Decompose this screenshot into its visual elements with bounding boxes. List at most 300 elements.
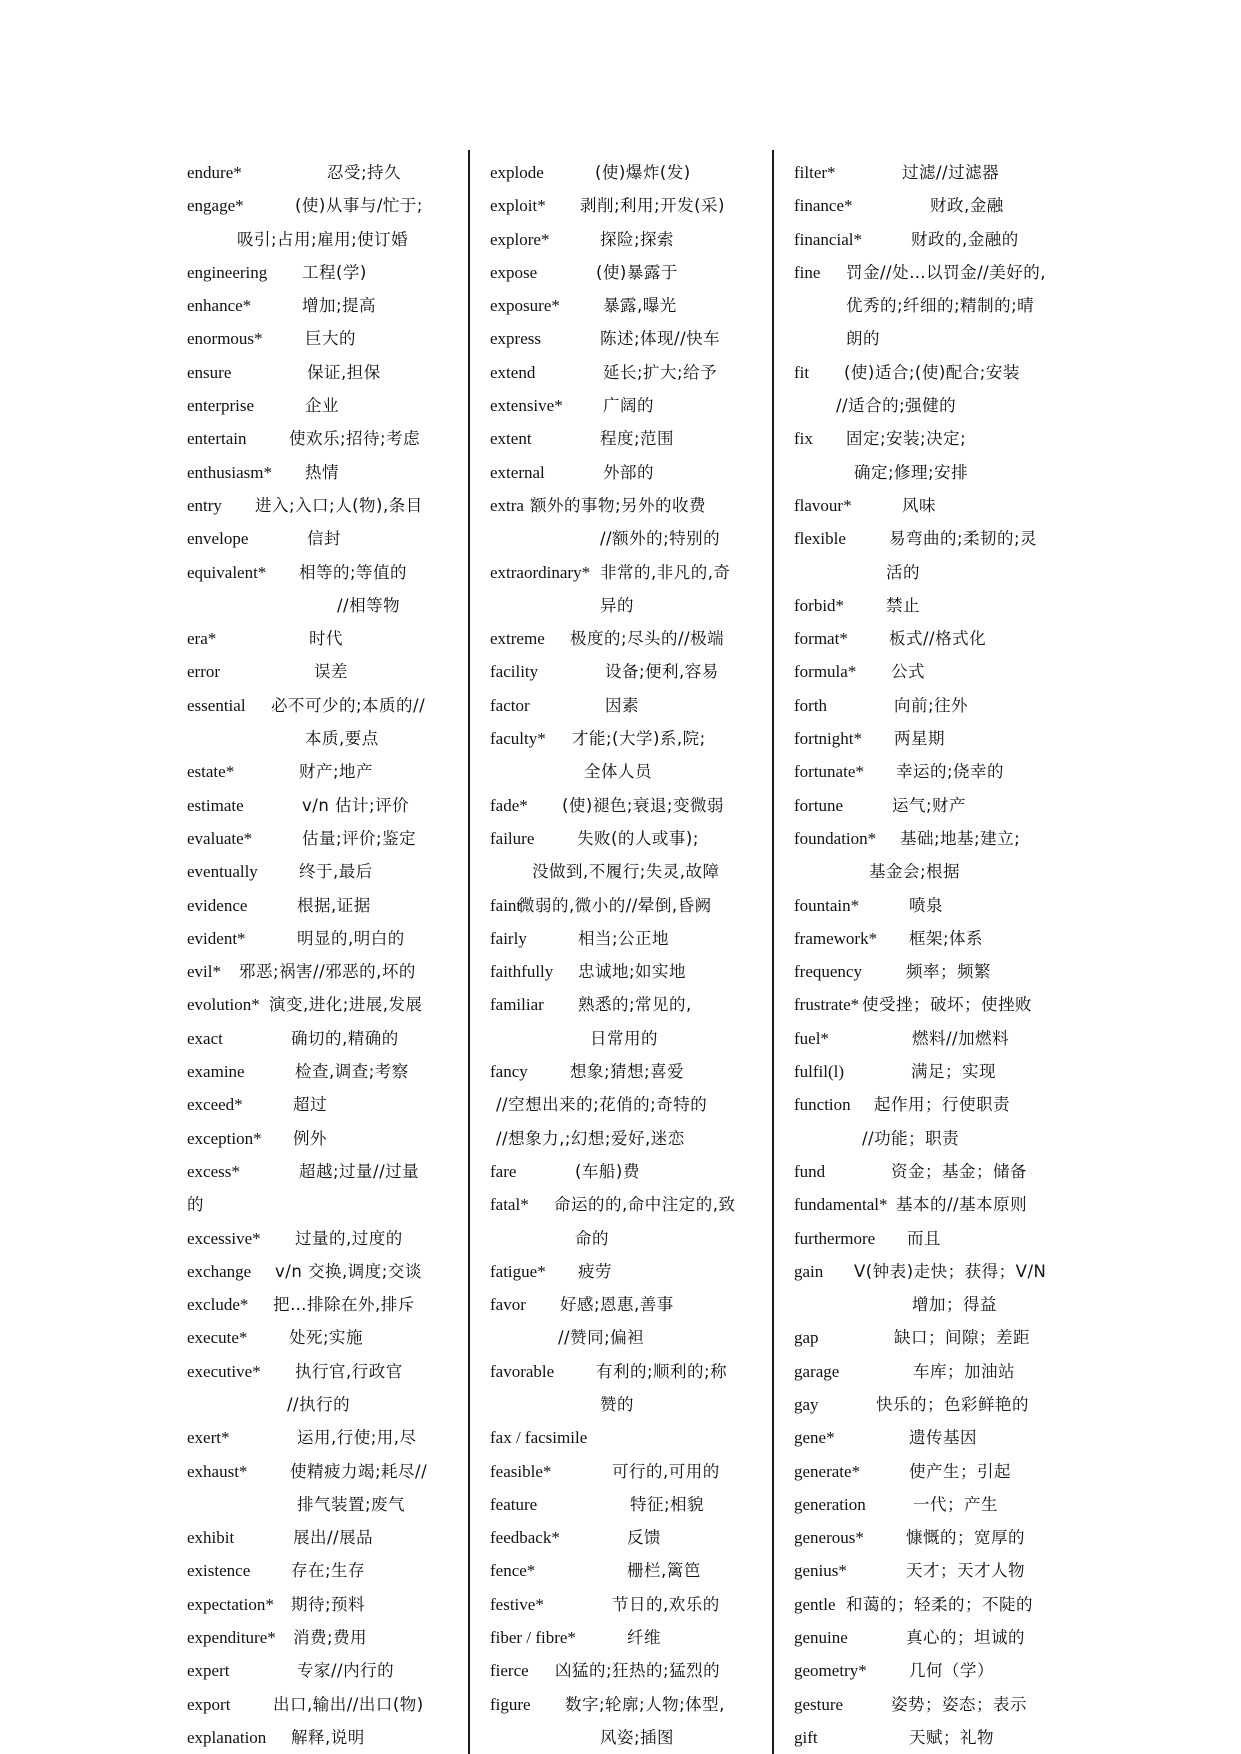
entry-line bbox=[490, 456, 770, 489]
definition: 相当;公正地 bbox=[578, 928, 670, 948]
definition: 广阔的 bbox=[603, 396, 654, 416]
vocab-entry bbox=[794, 1255, 1094, 1322]
definition: 把…排除在外,排斥 bbox=[273, 1295, 415, 1315]
vocab-entry bbox=[490, 1554, 770, 1587]
vocab-entry bbox=[794, 522, 1094, 589]
definition: 几何（学） bbox=[909, 1661, 994, 1681]
entry-line bbox=[490, 789, 770, 822]
vocab-entry bbox=[490, 256, 770, 289]
entry-line bbox=[490, 1155, 770, 1188]
definition: 展出//展品 bbox=[293, 1528, 374, 1548]
entry-continuation-line bbox=[490, 755, 770, 788]
headword: generation bbox=[794, 1494, 866, 1514]
entry-line bbox=[794, 822, 1094, 855]
vocab-entry bbox=[187, 889, 457, 922]
headword: exert* bbox=[187, 1428, 230, 1448]
headword: gift bbox=[794, 1727, 818, 1747]
entry-continuation-line bbox=[490, 1088, 770, 1121]
vocab-entry bbox=[794, 1521, 1094, 1554]
headword: exhaust* bbox=[187, 1461, 248, 1481]
definition: 根据,证据 bbox=[297, 895, 371, 915]
vocab-entry bbox=[490, 223, 770, 256]
entry-line bbox=[187, 789, 457, 822]
vocab-entry bbox=[187, 1321, 457, 1354]
definition: 因素 bbox=[605, 695, 639, 715]
vocab-entry bbox=[187, 1288, 457, 1321]
headword: explanation bbox=[187, 1727, 267, 1747]
entry-continuation-line bbox=[794, 322, 1094, 355]
entry-line bbox=[187, 1288, 457, 1321]
entry-line bbox=[490, 722, 770, 755]
entry-line bbox=[187, 289, 457, 322]
definition: 延长;扩大;给予 bbox=[603, 362, 718, 382]
headword: expert bbox=[187, 1661, 230, 1681]
definition: 超过 bbox=[293, 1095, 327, 1115]
entry-line bbox=[794, 422, 1094, 455]
entry-continuation-line bbox=[794, 1122, 1094, 1155]
headword: equivalent* bbox=[187, 562, 267, 582]
entry-line bbox=[490, 556, 770, 589]
entry-line bbox=[490, 422, 770, 455]
entry-line bbox=[187, 1621, 457, 1654]
headword: feature bbox=[490, 1494, 538, 1514]
entry-line bbox=[490, 322, 770, 355]
headword: exceed* bbox=[187, 1095, 243, 1115]
entry-line bbox=[794, 1255, 1094, 1288]
vocab-entry bbox=[187, 755, 457, 788]
entry-continuation-line bbox=[490, 1721, 770, 1754]
headword: gene* bbox=[794, 1428, 835, 1448]
vocab-entry bbox=[490, 556, 770, 623]
vocab-entry bbox=[187, 622, 457, 655]
entry-continuation-line bbox=[490, 1222, 770, 1255]
entry-line bbox=[490, 955, 770, 988]
definition: 命的 bbox=[575, 1228, 609, 1248]
entry-line bbox=[794, 1621, 1094, 1654]
vocab-entry bbox=[490, 722, 770, 789]
definition: 数字;轮廓;人物;体型, bbox=[565, 1694, 725, 1714]
definition: 财政,金融 bbox=[930, 196, 1004, 216]
definition: 基本的//基本原则 bbox=[896, 1195, 1028, 1215]
definition: 疲劳 bbox=[578, 1261, 612, 1281]
entry-line bbox=[490, 1288, 770, 1321]
headword: evolution* bbox=[187, 995, 260, 1015]
vocab-entry bbox=[490, 489, 770, 556]
vocab-entry bbox=[490, 689, 770, 722]
definition: 演变,进化;进展,发展 bbox=[269, 995, 423, 1015]
entry-line bbox=[490, 1654, 770, 1687]
vocab-entry bbox=[187, 289, 457, 322]
entry-line bbox=[794, 1355, 1094, 1388]
vocab-entry bbox=[187, 1421, 457, 1454]
definition: 增加；得益 bbox=[912, 1295, 997, 1315]
vocab-entry bbox=[794, 422, 1094, 489]
headword: formula* bbox=[794, 662, 857, 682]
headword: fade* bbox=[490, 795, 528, 815]
vocab-entry bbox=[490, 789, 770, 822]
vocab-entry bbox=[490, 655, 770, 688]
entry-line bbox=[794, 789, 1094, 822]
vocab-entry bbox=[187, 1255, 457, 1288]
headword: engineering bbox=[187, 262, 268, 282]
entry-line bbox=[490, 988, 770, 1021]
definition: 向前;往外 bbox=[894, 695, 969, 715]
vocab-entry bbox=[490, 988, 770, 1055]
entry-line bbox=[794, 489, 1094, 522]
definition: 熟悉的;常见的, bbox=[578, 995, 692, 1015]
headword: envelope bbox=[187, 529, 249, 549]
headword: genius* bbox=[794, 1561, 847, 1581]
entry-line bbox=[490, 889, 770, 922]
vocab-entry bbox=[490, 322, 770, 355]
definition: 框架;体系 bbox=[909, 928, 984, 948]
entry-line bbox=[794, 655, 1094, 688]
entry-line bbox=[187, 1055, 457, 1088]
vocab-entry bbox=[794, 189, 1094, 222]
vocab-entry bbox=[187, 1455, 457, 1522]
vocab-entry bbox=[794, 589, 1094, 622]
vocab-entry bbox=[187, 322, 457, 355]
entry-line bbox=[794, 156, 1094, 189]
headword: framework* bbox=[794, 928, 878, 948]
definition: 凶猛的;狂热的;猛烈的 bbox=[555, 1661, 721, 1681]
entry-line bbox=[187, 1355, 457, 1388]
definition: 热情 bbox=[305, 462, 339, 482]
vocab-entry bbox=[794, 689, 1094, 722]
entry-line bbox=[187, 1321, 457, 1354]
definition: v/n 交换,调度;交谈 bbox=[275, 1261, 422, 1281]
headword: exposure* bbox=[490, 296, 560, 316]
vocab-entry bbox=[490, 189, 770, 222]
definition: 期待;预料 bbox=[291, 1594, 366, 1614]
vocab-entry bbox=[490, 356, 770, 389]
definition: 风姿;插图 bbox=[600, 1727, 675, 1747]
vocab-entry bbox=[794, 1688, 1094, 1721]
headword: genuine bbox=[794, 1628, 848, 1648]
vocab-entry bbox=[187, 922, 457, 955]
entry-line bbox=[187, 1721, 457, 1754]
definition: 而且 bbox=[907, 1228, 941, 1248]
vocab-entry bbox=[794, 1055, 1094, 1088]
vocab-entry bbox=[490, 1521, 770, 1554]
entry-line bbox=[794, 1088, 1094, 1121]
entry-line bbox=[490, 156, 770, 189]
definition: 才能;(大学)系,院; bbox=[572, 729, 706, 749]
headword: familiar bbox=[490, 995, 544, 1015]
definition: 没做到,不履行;失灵,故障 bbox=[532, 862, 720, 882]
vocab-entry bbox=[187, 988, 457, 1021]
definition: 固定;安装;决定; bbox=[846, 429, 967, 449]
definition: 确切的,精确的 bbox=[291, 1028, 399, 1048]
vocab-entry bbox=[187, 1521, 457, 1554]
entry-continuation-line bbox=[490, 1321, 770, 1354]
definition: 快乐的；色彩鲜艳的 bbox=[876, 1394, 1029, 1414]
headword: estate* bbox=[187, 762, 235, 782]
entry-line bbox=[187, 622, 457, 655]
headword: exact bbox=[187, 1028, 223, 1048]
definition: 姿势；姿态；表示 bbox=[891, 1694, 1027, 1714]
definition: 极度的;尽头的//极端 bbox=[570, 629, 725, 649]
headword: entry bbox=[187, 495, 222, 515]
headword: era* bbox=[187, 629, 217, 649]
vocab-entry bbox=[490, 289, 770, 322]
definition: 板式//格式化 bbox=[889, 629, 987, 649]
definition: 使受挫；破坏；使挫败 bbox=[862, 995, 1032, 1015]
definition: 栅栏,篱笆 bbox=[627, 1561, 701, 1581]
entry-line bbox=[490, 689, 770, 722]
definition: 排气装置;废气 bbox=[297, 1494, 406, 1514]
headword: generous* bbox=[794, 1528, 864, 1548]
entry-line bbox=[187, 1122, 457, 1155]
vocab-entry bbox=[187, 1222, 457, 1255]
entry-continuation-line bbox=[187, 722, 457, 755]
definition: 频率；频繁 bbox=[906, 962, 991, 982]
definition: 有利的;顺利的;称 bbox=[596, 1361, 728, 1381]
entry-line bbox=[187, 1554, 457, 1587]
headword: fatal* bbox=[490, 1195, 529, 1215]
vocab-entry bbox=[187, 189, 457, 256]
definition: 增加;提高 bbox=[302, 296, 377, 316]
definition: 存在;生存 bbox=[291, 1561, 366, 1581]
entry-line bbox=[794, 1488, 1094, 1521]
definition: //想象力,;幻想;爱好,迷恋 bbox=[496, 1128, 685, 1148]
headword: fuel* bbox=[794, 1028, 829, 1048]
entry-line bbox=[490, 1521, 770, 1554]
definition: 忍受;持久 bbox=[327, 163, 402, 182]
headword: explode bbox=[490, 163, 544, 182]
entry-continuation-line bbox=[794, 1288, 1094, 1321]
definition: 可行的,可用的 bbox=[612, 1461, 720, 1481]
entry-continuation-line bbox=[794, 456, 1094, 489]
vocab-entry bbox=[490, 456, 770, 489]
entry-line bbox=[794, 356, 1094, 389]
definition: 公式 bbox=[891, 662, 925, 682]
entry-line bbox=[794, 889, 1094, 922]
definition: 执行官,行政官 bbox=[295, 1361, 403, 1381]
entry-line bbox=[490, 489, 770, 522]
definition: 微弱的,微小的//晕倒,昏阙 bbox=[518, 895, 712, 915]
vocab-entry bbox=[794, 655, 1094, 688]
headword: extensive* bbox=[490, 396, 563, 416]
vocab-entry bbox=[187, 955, 457, 988]
entry-line bbox=[187, 322, 457, 355]
vocab-entry bbox=[794, 622, 1094, 655]
vocab-entry bbox=[187, 1688, 457, 1721]
definition: 喷泉 bbox=[909, 895, 943, 915]
headword: endure* bbox=[187, 163, 242, 182]
entry-line bbox=[794, 223, 1094, 256]
headword: faint bbox=[490, 895, 522, 915]
headword: evil* bbox=[187, 962, 221, 982]
vocab-entry bbox=[794, 356, 1094, 423]
headword: forth bbox=[794, 695, 828, 715]
entry-continuation-line bbox=[794, 556, 1094, 589]
definition: 使欢乐;招待;考虑 bbox=[289, 429, 421, 449]
headword: geometry* bbox=[794, 1661, 867, 1681]
definition: (使)爆炸(发) bbox=[595, 163, 691, 182]
entry-continuation-line bbox=[490, 1022, 770, 1055]
headword: enhance* bbox=[187, 296, 252, 316]
vocab-entry bbox=[794, 256, 1094, 356]
headword: fine bbox=[794, 262, 821, 282]
entry-line bbox=[794, 1188, 1094, 1221]
vocab-entry bbox=[794, 789, 1094, 822]
definition: //适合的;强健的 bbox=[836, 396, 957, 416]
vocab-entry bbox=[490, 889, 770, 922]
headword: error bbox=[187, 662, 221, 682]
vocab-entry bbox=[794, 755, 1094, 788]
headword: enterprise bbox=[187, 396, 255, 416]
definition: //执行的 bbox=[287, 1394, 351, 1414]
vocab-entry bbox=[794, 1421, 1094, 1454]
vocab-entry bbox=[187, 389, 457, 422]
headword: fix bbox=[794, 429, 813, 449]
entry-line bbox=[490, 289, 770, 322]
headword: gain bbox=[794, 1261, 824, 1281]
entry-continuation-line bbox=[187, 589, 457, 622]
entry-line bbox=[187, 689, 457, 722]
definition: 明显的,明白的 bbox=[297, 928, 405, 948]
headword: fatigue* bbox=[490, 1261, 546, 1281]
vocab-entry bbox=[794, 955, 1094, 988]
headword: generate* bbox=[794, 1461, 861, 1481]
definition: 运用,行使;用,尽 bbox=[297, 1428, 417, 1448]
entry-line bbox=[490, 1688, 770, 1721]
headword: forbid* bbox=[794, 595, 845, 615]
vocab-entry bbox=[794, 1488, 1094, 1521]
entry-line bbox=[187, 556, 457, 589]
entry-line bbox=[794, 1421, 1094, 1454]
definition: 燃料//加燃料 bbox=[912, 1028, 1010, 1048]
entry-line bbox=[187, 988, 457, 1021]
headword: ensure bbox=[187, 362, 232, 382]
entry-line bbox=[187, 1255, 457, 1288]
definition: 程度;范围 bbox=[600, 429, 675, 449]
entry-line bbox=[187, 855, 457, 888]
entry-line bbox=[794, 1155, 1094, 1188]
definition: 剥削;利用;开发(采) bbox=[580, 196, 725, 216]
definition: 特征;相貌 bbox=[630, 1494, 705, 1514]
definition: 邪恶;祸害//邪恶的,坏的 bbox=[239, 962, 416, 982]
headword: estimate bbox=[187, 795, 244, 815]
vocab-entry bbox=[187, 1654, 457, 1687]
entry-line bbox=[490, 622, 770, 655]
definition: 陈述;体现//快车 bbox=[600, 329, 721, 349]
entry-line bbox=[187, 489, 457, 522]
entry-continuation-line bbox=[490, 522, 770, 555]
definition: 设备;便利,容易 bbox=[605, 662, 719, 682]
headword: fulfil(l) bbox=[794, 1062, 845, 1082]
headword: external bbox=[490, 462, 545, 482]
definition: 天才；天才人物 bbox=[906, 1561, 1025, 1581]
entry-continuation-line bbox=[490, 855, 770, 888]
vocab-entry bbox=[794, 1088, 1094, 1155]
definition: //赞同;偏袒 bbox=[558, 1328, 645, 1348]
vocab-column-3 bbox=[794, 156, 1094, 1754]
headword: extent bbox=[490, 429, 532, 449]
headword: financial* bbox=[794, 229, 862, 249]
definition: 巨大的 bbox=[305, 329, 356, 349]
headword: foundation* bbox=[794, 828, 877, 848]
headword: exclude* bbox=[187, 1295, 249, 1315]
headword: exhibit bbox=[187, 1528, 235, 1548]
vocab-entry bbox=[490, 1055, 770, 1155]
vocab-entry bbox=[187, 1355, 457, 1422]
definition: 使精疲力竭;耗尽// bbox=[290, 1461, 428, 1481]
entry-line bbox=[794, 722, 1094, 755]
headword: fund bbox=[794, 1161, 826, 1181]
headword: gesture bbox=[794, 1694, 844, 1714]
entry-line bbox=[187, 1455, 457, 1488]
headword: essential bbox=[187, 695, 246, 715]
entry-line bbox=[794, 1455, 1094, 1488]
vocab-entry bbox=[794, 1022, 1094, 1055]
entry-line bbox=[490, 1488, 770, 1521]
headword: executive* bbox=[187, 1361, 261, 1381]
vocab-entry bbox=[794, 1321, 1094, 1354]
definition: 风味 bbox=[902, 495, 936, 515]
headword: frustrate* bbox=[794, 995, 860, 1015]
entry-line bbox=[794, 689, 1094, 722]
headword: examine bbox=[187, 1062, 245, 1082]
entry-line bbox=[490, 1455, 770, 1488]
vocab-entry bbox=[794, 822, 1094, 889]
vocab-entry bbox=[490, 822, 770, 889]
headword: flavour* bbox=[794, 495, 852, 515]
definition: 保证,担保 bbox=[307, 362, 381, 382]
vocab-entry bbox=[187, 456, 457, 489]
definition: 朗的 bbox=[846, 329, 880, 349]
definition: 外部的 bbox=[603, 462, 654, 482]
entry-line bbox=[187, 156, 457, 189]
definition: 必不可少的;本质的// bbox=[271, 695, 426, 715]
definition: 两星期 bbox=[894, 729, 945, 749]
vocab-entry bbox=[490, 1688, 770, 1754]
entry-continuation-line bbox=[187, 1188, 457, 1221]
entry-line bbox=[794, 1588, 1094, 1621]
headword: enormous* bbox=[187, 329, 263, 349]
vocab-entry bbox=[794, 1588, 1094, 1621]
headword: eventually bbox=[187, 862, 258, 882]
headword: fortunate* bbox=[794, 762, 864, 782]
headword: favorable bbox=[490, 1361, 555, 1381]
definition: 运气;财产 bbox=[892, 795, 967, 815]
vocab-entry bbox=[187, 256, 457, 289]
vocab-entry bbox=[490, 1588, 770, 1621]
headword: extra bbox=[490, 495, 524, 515]
entry-continuation-line bbox=[187, 1488, 457, 1521]
headword: gap bbox=[794, 1328, 819, 1348]
definition: 车库；加油站 bbox=[913, 1361, 1015, 1381]
definition: 过滤//过滤器 bbox=[902, 163, 1000, 182]
entry-line bbox=[187, 389, 457, 422]
vocab-entry bbox=[794, 722, 1094, 755]
entry-line bbox=[794, 589, 1094, 622]
entry-line bbox=[490, 189, 770, 222]
definition: 本质,要点 bbox=[305, 729, 379, 749]
entry-line bbox=[490, 1255, 770, 1288]
column-divider-1 bbox=[468, 150, 470, 1754]
definition: 全体人员 bbox=[584, 762, 652, 782]
definition: V(钟表)走快；获得；V/N bbox=[854, 1261, 1047, 1281]
headword: finance* bbox=[794, 196, 853, 216]
entry-line bbox=[490, 256, 770, 289]
vocab-entry bbox=[794, 1455, 1094, 1488]
headword: figure bbox=[490, 1694, 531, 1714]
headword: extend bbox=[490, 362, 536, 382]
entry-line bbox=[794, 1222, 1094, 1255]
definition: //功能；职责 bbox=[862, 1128, 960, 1148]
